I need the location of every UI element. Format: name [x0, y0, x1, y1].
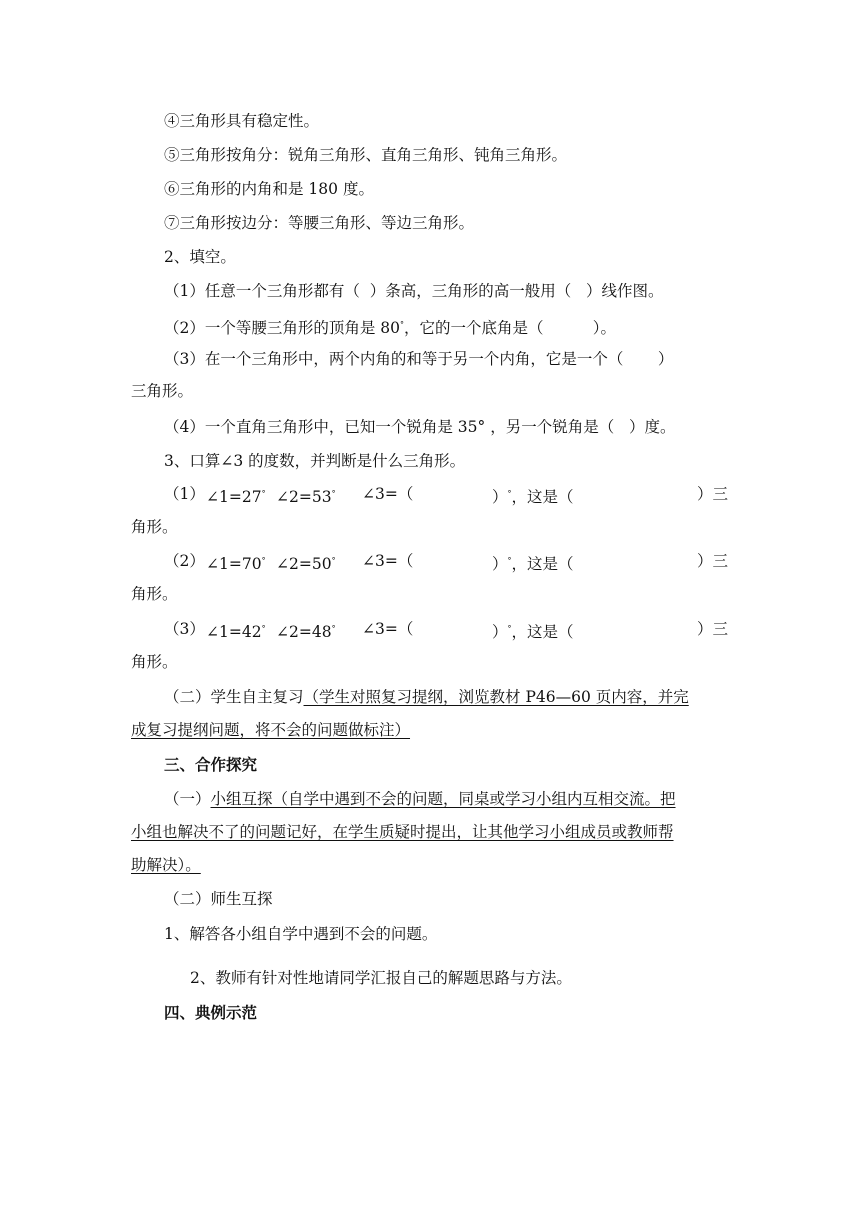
angle-3: ∠3=（	[362, 620, 414, 638]
self-review-label: （二）学生自主复习	[164, 688, 304, 706]
group-exploration-label: （一）	[164, 790, 211, 808]
angle-2: ∠2=53°	[276, 488, 336, 506]
teacher-step-1: 1、解答各小组自学中遇到不会的问题。	[164, 925, 438, 943]
triangle-type-end: ）三	[697, 620, 729, 638]
fill-question-1: （1）任意一个三角形都有（ ）条高，三角形的高一般用（ ）线作图。	[164, 282, 664, 300]
fill-question-3-continued: 三角形。	[131, 382, 194, 400]
group-exploration-text-3: 助解决）。	[131, 856, 201, 874]
teacher-step-2: 2、教师有针对性地请同学汇报自己的解题思路与方法。	[190, 969, 572, 987]
item-4: ④三角形具有稳定性。	[164, 112, 320, 130]
angle-3-close: ）°，这是（	[492, 623, 574, 641]
angle-3: ∠3=（	[362, 552, 414, 570]
section-heading-examples: 四、典例示范	[164, 1003, 258, 1022]
section-heading-cooperation: 三、合作探究	[164, 755, 258, 774]
fill-question-2	[164, 315, 616, 338]
triangle-type-end: ）三	[697, 552, 729, 570]
angle-1: ∠1=42°	[206, 623, 266, 641]
fill-question-2-start: （2）一个等腰三角形的顶角是 80	[164, 319, 401, 337]
calc-row-continued: 角形。	[131, 518, 178, 536]
degree-mark: °	[400, 320, 405, 329]
item-5: ⑤三角形按角分：锐角三角形、直角三角形、钝角三角形。	[164, 146, 568, 164]
calc-row-continued: 角形。	[131, 653, 178, 671]
fill-question-4: （4）一个直角三角形中，已知一个锐角是 35° ，另一个锐角是（ ）度。	[164, 418, 676, 436]
calc-row-continued: 角形。	[131, 585, 178, 603]
fill-heading: 2、填空。	[164, 248, 236, 266]
fill-question-3: （3）在一个三角形中，两个内角的和等于另一个内角，它是一个（ ）	[164, 350, 674, 368]
angle-2: ∠2=48°	[276, 623, 336, 641]
self-review-instructions-continued: 成复习提纲问题，将不会的问题做标注）	[131, 721, 411, 739]
angle-3-close: ）°，这是（	[492, 555, 574, 573]
calc-row-label: （3）	[164, 620, 205, 638]
group-exploration-text: 小组互探（自学中遇到不会的问题，同桌或学习小组内互相交流。把	[210, 790, 676, 808]
angle-2: ∠2=50°	[276, 555, 336, 573]
angle-1: ∠1=70°	[206, 555, 266, 573]
angle-3-close: ）°，这是（	[492, 488, 574, 506]
fill-question-2-end: ，它的一个底角是（ ）。	[404, 319, 617, 337]
group-exploration-text-2: 小组也解决不了的问题记好，在学生质疑时提出，让其他学习小组成员或教师帮	[131, 823, 674, 841]
angle-1: ∠1=27°	[206, 488, 266, 506]
self-review-instructions: （学生对照复习提纲，浏览教材 P46—60 页内容，并完	[303, 688, 689, 706]
self-review-line	[164, 687, 689, 707]
calc-heading: 3、口算∠3 的度数，并判断是什么三角形。	[164, 452, 466, 470]
angle-3: ∠3=（	[362, 485, 414, 503]
calc-row-label: （1）	[164, 485, 205, 503]
triangle-type-end: ）三	[697, 485, 729, 503]
teacher-student-heading: （二）师生互探	[164, 890, 273, 908]
item-6: ⑥三角形的内角和是 180 度。	[164, 180, 374, 198]
calc-row-label: （2）	[164, 552, 205, 570]
group-exploration-line	[164, 789, 676, 809]
item-7: ⑦三角形按边分：等腰三角形、等边三角形。	[164, 214, 475, 232]
